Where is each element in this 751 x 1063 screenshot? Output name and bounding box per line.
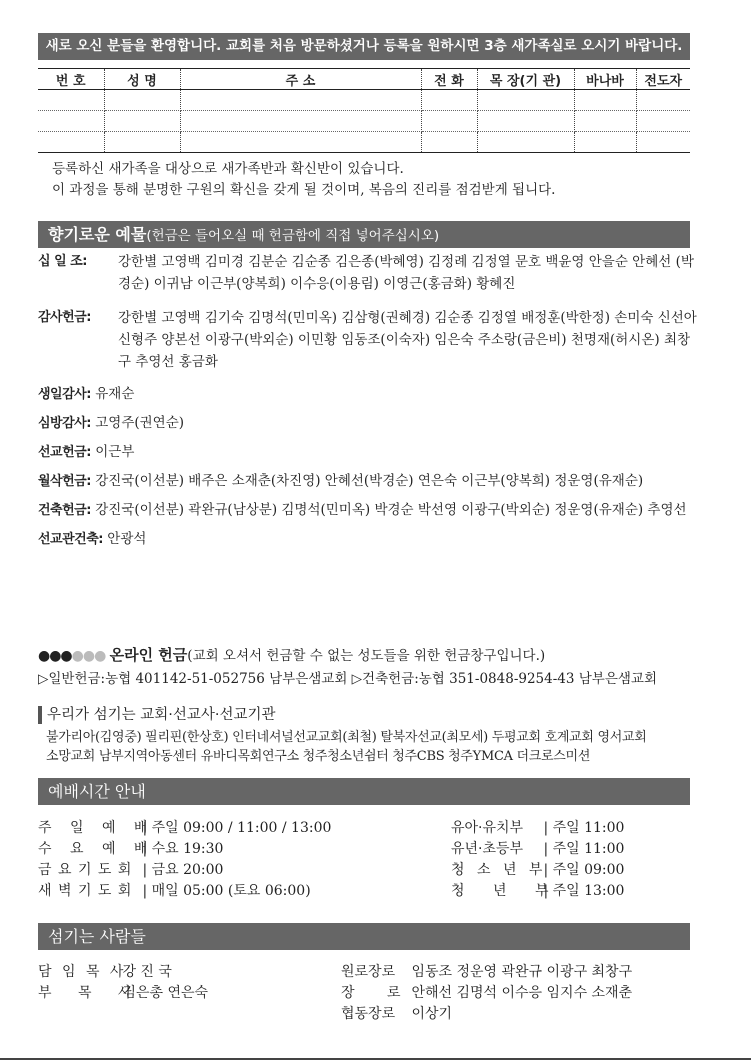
offering-names: 강한별 고영백 김기숙 김명석(민미옥) 김삼형(권혜경) 김순종 김정열 배정훈(박한정) 손미숙 신선아 신형주 양본선 이광구(박외순) 이민황 임동조(이숙자) 임은숙 주소랑(금은비) 천명재(허시온) 최창구 추영선 홍금화 (118, 310, 697, 370)
offering-names: 이근부 (95, 444, 135, 460)
offering-names: 안광석 (107, 531, 147, 547)
table-row (38, 132, 690, 153)
offering-label: 심방감사: (38, 416, 91, 431)
offering-title: 향기로운 예물 (48, 225, 147, 244)
worship-row: 새 벽 기 도 회 | 매일 05:00 (토요 06:00) (38, 883, 311, 899)
offering-tithe (38, 251, 698, 295)
table-row (38, 90, 690, 111)
col-name: 성 명 (104, 69, 180, 90)
col-group: 목 장(기 관) (477, 69, 574, 90)
people-section-header (38, 923, 690, 950)
serving-line-2: 소망교회 남부지역아동센터 유바디목회연구소 청주청소년쉼터 청주CBS 청주YMCA 더크로스미션 (46, 749, 591, 764)
offering-birthday (38, 383, 698, 405)
serving-line-1: 불가리아(김영중) 필리핀(한상호) 인터네셔널선교교회(최철) 탈북자선교(최모세) 두평교회 호계교회 영서교회 (46, 730, 647, 745)
worship-row: 주 일 예 배 | 주일 09:00 / 11:00 / 13:00 (38, 820, 332, 836)
col-evangelist: 전도자 (636, 69, 690, 90)
online-title: 온라인 헌금 (109, 646, 188, 664)
offering-names: 강진국(이선분) 곽완규(남상분) 김명석(민미옥) 박경순 박선영 이광구(박외순) 정운영(유재순) 추영선 (95, 502, 687, 518)
offering-label: 감사헌금: (38, 310, 91, 325)
worship-row: 청 년 부 | 주일 13:00 (451, 883, 625, 899)
offering-names: 고영주(권연순) (95, 415, 185, 431)
registration-table-header (38, 69, 690, 90)
offering-label: 건축헌금: (38, 503, 91, 518)
worship-row: 수 요 예 배 | 수요 19:30 (38, 841, 224, 857)
worship-section-header (38, 778, 690, 805)
worship-times (38, 818, 698, 908)
offering-label: 생일감사: (38, 387, 91, 402)
offering-names: 강한별 고영백 김미경 김분순 김순종 김은종(박혜영) 김정례 김정열 문호 백윤영 안을순 안혜선 (박경순) 이귀남 이근부(양복희) 이수응(이용림) 이영근(홍금화) 황혜진 (118, 254, 694, 292)
online-accounts: ▷일반헌금:농협 401142-51-052756 남부은샘교회 ▷건축헌금:농협 351-0848-9254-43 남부은샘교회 (38, 671, 658, 687)
offering-names: 유재순 (95, 386, 135, 402)
offering-label: 월삭헌금: (38, 474, 91, 489)
bottom-divider (0, 1058, 751, 1060)
people-list (38, 962, 698, 1032)
offering-label: 선교관건축: (38, 532, 103, 547)
dots-icon: ●●●●●● (38, 648, 106, 664)
offering-thanks (38, 307, 698, 373)
people-title: 섬기는 사람들 (48, 927, 146, 946)
offering-section-header (38, 221, 690, 248)
col-address: 주 소 (180, 69, 421, 90)
col-number: 번 호 (38, 69, 104, 90)
people-row: 담 임 목 사 강 진 국 (38, 964, 172, 980)
register-note-2: 이 과정을 통해 분명한 구원의 확신을 갖게 될 것이며, 복음의 진리를 점검받게 됩니다. (52, 182, 556, 198)
offering-label: 선교헌금: (38, 445, 91, 460)
people-row: 협동장로 이상기 (341, 1006, 453, 1022)
online-desc: (교회 오셔서 헌금할 수 없는 성도들을 위한 헌금창구입니다.) (187, 648, 546, 664)
worship-row: 청 소 년 부 | 주일 09:00 (451, 862, 625, 878)
worship-row: 유년·초등부 | 주일 11:00 (451, 841, 625, 857)
offering-mission-house (38, 528, 698, 550)
people-row: 부 목 사 김은총 연은숙 (38, 985, 209, 1001)
offering-visit (38, 412, 698, 434)
offering-building (38, 499, 698, 521)
col-phone: 전 화 (421, 69, 477, 90)
offering-monthly (38, 470, 698, 492)
serving-title: 우리가 섬기는 교회·선교사·선교기관 (38, 706, 718, 724)
people-row: 장 로 안해선 김명석 이수응 임지수 소재춘 (341, 985, 633, 1001)
worship-title: 예배시간 안내 (48, 782, 146, 801)
visitor-welcome-banner: 새로 오신 분들을 환영합니다. 교회를 처음 방문하셨거나 등록을 원하시면 3층 새가족실로 오시기 바랍니다. (38, 33, 690, 60)
offering-names: 강진국(이선분) 배주은 소재춘(차진영) 안혜선(박경순) 연은숙 이근부(양복희) 정운영(유재순) (95, 473, 644, 489)
offering-list (38, 251, 698, 550)
table-row (38, 111, 690, 132)
online-offering (38, 644, 718, 691)
serving-section (38, 706, 718, 766)
worship-row: 유아·유치부 | 주일 11:00 (451, 820, 625, 836)
registration-table (38, 68, 690, 153)
worship-row: 금 요 기 도 회 | 금요 20:00 (38, 862, 224, 878)
offering-mission (38, 441, 698, 463)
register-note-1: 등록하신 새가족을 대상으로 새가족반과 확신반이 있습니다. (52, 161, 404, 177)
people-row: 원로장로 임동조 정운영 곽완규 이광구 최창구 (341, 964, 633, 980)
offering-label: 십 일 조: (38, 254, 87, 269)
col-barnabas: 바나바 (574, 69, 636, 90)
offering-subtitle: (헌금은 들어오실 때 헌금함에 직접 넣어주십시오) (146, 228, 440, 244)
